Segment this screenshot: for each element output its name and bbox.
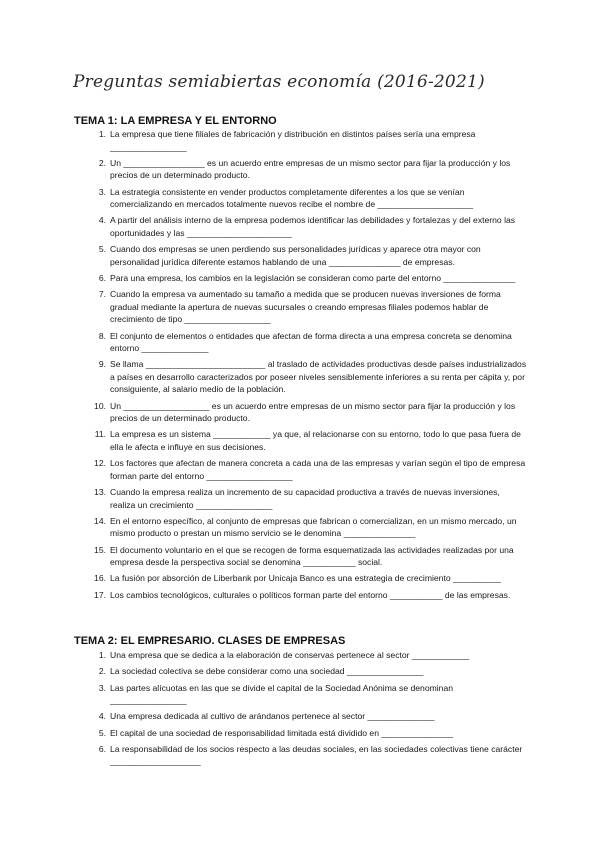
question-item <box>92 428 527 453</box>
question-text: La sociedad colectiva se debe considerar como una sociedad ________________ <box>110 666 424 677</box>
question-number: 11. <box>94 429 106 440</box>
question-number: 5. <box>98 727 106 738</box>
question-item <box>92 649 527 662</box>
question-item <box>92 457 527 482</box>
question-number: 5. <box>98 244 106 255</box>
question-text: La empresa es un sistema ____________ ya que, al relacionarse con su entorno, todo lo que pasa fuera de ella le afecta e influye en sus decisiones. <box>110 429 521 452</box>
question-number: 3. <box>98 186 106 197</box>
question-number: 16. <box>94 573 106 584</box>
question-item <box>92 128 527 153</box>
question-text: La fusión por absorción de Liberbank por Unicaja Banco es una estrategia de crecimiento __________ <box>110 573 501 584</box>
section-heading-tema2: TEMA 2: EL EMPRESARIO. CLASES DE EMPRESAS <box>74 635 346 647</box>
question-number: 9. <box>98 359 106 370</box>
question-item <box>92 243 527 268</box>
question-number: 3. <box>98 682 106 693</box>
section-heading-tema1: TEMA 1: LA EMPRESA Y EL ENTORNO <box>74 115 277 127</box>
question-text: El conjunto de elementos o entidades que afectan de forma directa a una empresa concreta se denomina entorno ______________ <box>110 330 512 354</box>
question-text: Un _________________ es un acuerdo entre empresas de un mismo sector para fijar la producción y los precios de un determinado producto. <box>110 157 511 181</box>
question-item <box>92 682 527 707</box>
question-list-tema2 <box>92 649 527 772</box>
question-item <box>92 743 527 768</box>
question-number: 14. <box>94 515 106 526</box>
question-item <box>92 727 527 740</box>
question-number: 4. <box>98 711 106 722</box>
question-text: Se llama _________________________ al traslado de actividades productivas desde países industrializados a países en desarrollo caracterizados por poseer niveles sensiblemente inferiores a su renta per cápita y, por consiguiente, al salario medio de la población. <box>110 359 527 395</box>
question-number: 17. <box>94 589 106 600</box>
question-number: 12. <box>94 458 106 469</box>
question-item <box>92 589 527 602</box>
question-item <box>92 186 527 211</box>
question-text: Los cambios tecnológicos, culturales o políticos forman parte del entorno ___________ de las empresas. <box>110 589 511 600</box>
question-item <box>92 330 527 355</box>
question-item <box>92 710 527 723</box>
question-text: Los factores que afectan de manera concreta a cada una de las empresas y varían según el tipo de empresa forman parte del entorno __________________ <box>110 458 526 481</box>
question-text: A partir del análisis interno de la empresa podemos identificar las debilidades y fortalezas y del externo las oportunidades y las ______________________ <box>110 215 516 238</box>
question-text: En el entorno específico, al conjunto de empresas que fabrican o comercializan, en un mismo mercado, un mismo producto o prestan un mismo servicio se le denomina _______________ <box>110 515 517 539</box>
question-text: Cuando dos empresas se unen perdiendo sus personalidades jurídicas y aparece otra mayor con personalidad jurídica diferente estamos hablando de una _______________ de empresas. <box>110 244 481 267</box>
document-title: Preguntas semiabiertas economía (2016-2021) <box>73 72 485 92</box>
question-item <box>92 400 527 425</box>
question-item <box>92 157 527 182</box>
question-number: 15. <box>94 544 106 555</box>
question-item <box>92 214 527 239</box>
question-text: La estrategia consistente en vender productos completamente diferentes a los que se venían comercializando en mercados totalmente nuevos recibe el nombre de ____________________ <box>110 186 474 210</box>
question-number: 2. <box>98 157 106 168</box>
question-number: 2. <box>98 666 106 677</box>
question-number: 6. <box>98 743 106 754</box>
question-number: 1. <box>98 650 106 660</box>
question-item <box>92 515 527 540</box>
question-number: 1. <box>98 129 106 139</box>
question-item <box>92 572 527 585</box>
question-item <box>92 665 527 678</box>
question-number: 7. <box>98 289 106 300</box>
question-text: La responsabilidad de los socios respecto a las deudas sociales, en las sociedades colectivas tiene carácter ___________________ <box>110 743 523 767</box>
question-text: Para una empresa, los cambios en la legislación se consideran como parte del entorno _______________ <box>110 272 516 283</box>
question-list-tema1 <box>92 128 527 605</box>
question-item <box>92 288 527 326</box>
question-number: 13. <box>94 487 106 498</box>
question-item <box>92 272 527 285</box>
question-number: 4. <box>98 215 106 226</box>
question-text: La empresa que tiene filiales de fabricación y distribución en distintos países sería una empresa ________________ <box>110 129 476 152</box>
question-text: Las partes alícuotas en las que se divide el capital de la Sociedad Anónima se denominan ________________ <box>110 682 454 706</box>
question-item <box>92 358 527 396</box>
question-number: 8. <box>98 330 106 341</box>
question-number: 6. <box>98 272 106 283</box>
question-text: El capital de una sociedad de responsabilidad limitada está dividido en _______________ <box>110 727 454 738</box>
question-text: Una empresa dedicada al cultivo de arándanos pertenece al sector ______________ <box>110 711 435 722</box>
question-text: Cuando la empresa va aumentado su tamaño a medida que se producen nuevas inversiones de forma gradual mediante la apertura de nuevas sucursales o creando empresas filiales podemos hablar de crecimiento de tipo __________________ <box>110 289 501 325</box>
question-item <box>92 486 527 511</box>
question-text: Una empresa que se dedica a la elaboración de conservas pertenece al sector ____________ <box>110 650 470 660</box>
question-text: Cuando la empresa realiza un incremento de su capacidad productiva a través de nuevas inversiones, realiza un crecimiento ________________ <box>110 487 500 510</box>
question-text: El documento voluntario en el que se recogen de forma esquematizada las actividades realizadas por una empresa desde la perspectiva social se denomina ___________ social. <box>110 544 514 568</box>
question-item <box>92 544 527 569</box>
question-number: 10. <box>94 400 106 411</box>
question-text: Un __________________ es un acuerdo entre empresas de un mismo sector para fijar la producción y los precios de un determinado producto. <box>110 400 516 424</box>
